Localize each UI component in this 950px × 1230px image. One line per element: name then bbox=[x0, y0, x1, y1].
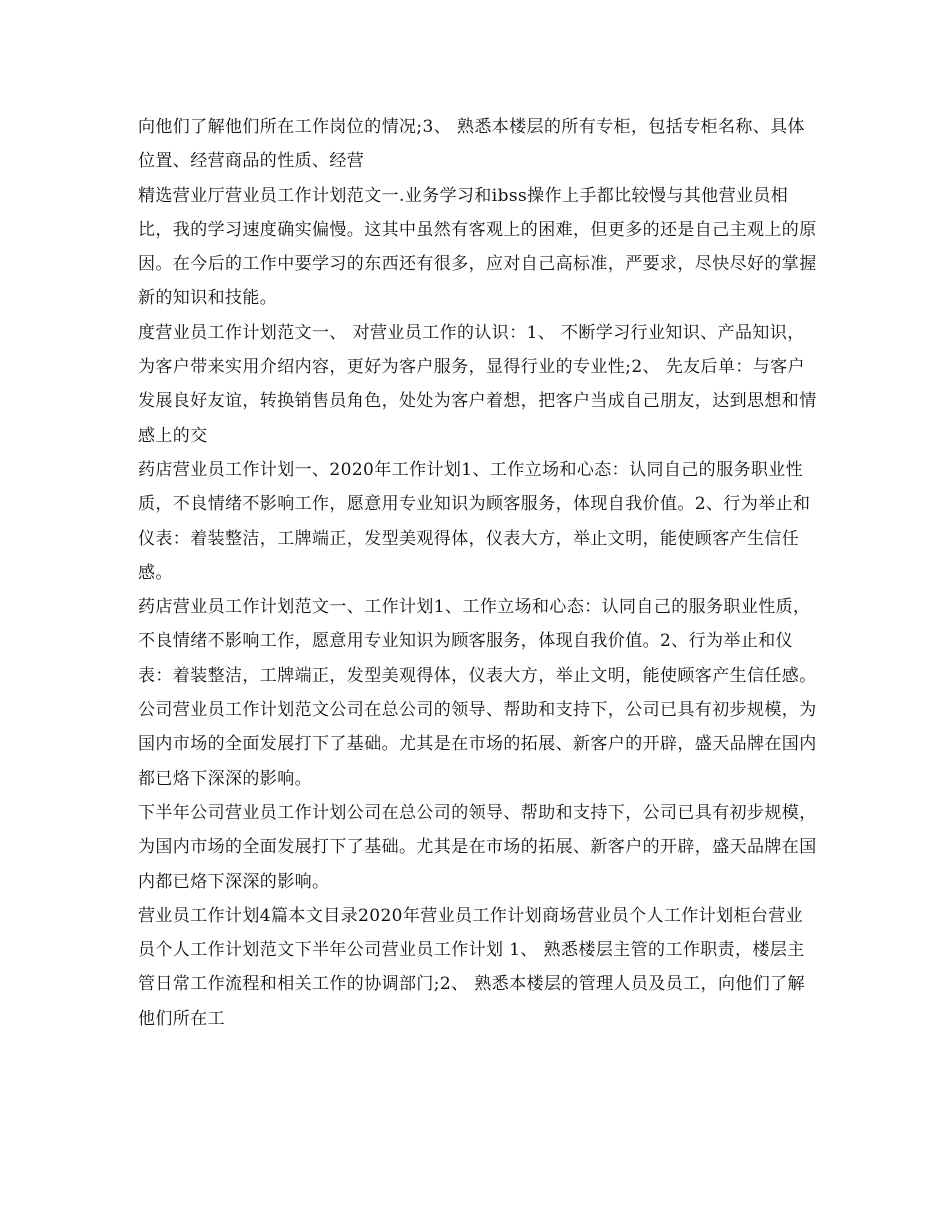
paragraph-7: 下半年公司营业员工作计划公司在总公司的领导、帮助和支持下，公司已具有初步规模，为国内市场的全面发展打下了基础。尤其是在市场的拓展、新客户的开辟，盛天品牌在国内都已烙下深深的影响。 bbox=[138, 802, 817, 892]
paragraph-6: 公司营业员工作计划范文公司在总公司的领导、帮助和支持下，公司已具有初步规模，为国内市场的全面发展打下了基础。尤其是在市场的拓展、新客户的开辟，盛天品牌在国内都已烙下深深的影响。 bbox=[138, 700, 817, 789]
paragraph-4: 药店营业员工作计划一、2020年工作计划1、工作立场和心态：认同自己的服务职业性质，不良情绪不影响工作，愿意用专业知识为顾客服务，体现自我价值。2、行为举止和仪表：着装整洁，工牌端正，发型美观得体，仪表大方，举止文明，能使顾客产生信任感。 bbox=[138, 459, 811, 583]
paragraph-1: 向他们了解他们所在工作岗位的情况;3、 熟悉本楼层的所有专柜，包括专柜名称、具体位置、经营商品的性质、经营 bbox=[138, 117, 805, 172]
paragraph-5: 药店营业员工作计划范文一、工作计划1、工作立场和心态：认同自己的服务职业性质，不良情绪不影响工作，愿意用专业知识为顾客服务，体现自我价值。2、行为举止和仪表：着装整洁，工牌端正，发型美观得体，仪表大方，举止文明，能使顾客产生信任感。 bbox=[138, 597, 817, 686]
paragraph-3: 度营业员工作计划范文一、 对营业员工作的认识：1、 不断学习行业知识、产品知识，为客户带来实用介绍内容，更好为客户服务，显得行业的专业性;2、 先友后单：与客户发展良好友谊，转换销售员角色，处处为客户着想，把客户当成自己朋友，达到思想和情感上的交 bbox=[138, 322, 817, 446]
paragraph-8: 营业员工作计划4篇本文目录2020年营业员工作计划商场营业员个人工作计划柜台营业员个人工作计划范文下半年公司营业员工作计划 1、 熟悉楼层主管的工作职责，楼层主管日常工作流程和相关工作的协调部门;2、 熟悉本楼层的管理人员及员工，向他们了解他们所在工 bbox=[138, 905, 805, 1029]
paragraph-2: 精选营业厅营业员工作计划范文一.业务学习和ibss操作上手都比较慢与其他营业员相比，我的学习速度确实偏慢。这其中虽然有客观上的困难，但更多的还是自己主观上的原因。在今后的工作中要学习的东西还有很多，应对自己高标准，严要求，尽快尽好的掌握新的知识和技能。 bbox=[138, 185, 817, 309]
document-body bbox=[138, 110, 818, 1036]
